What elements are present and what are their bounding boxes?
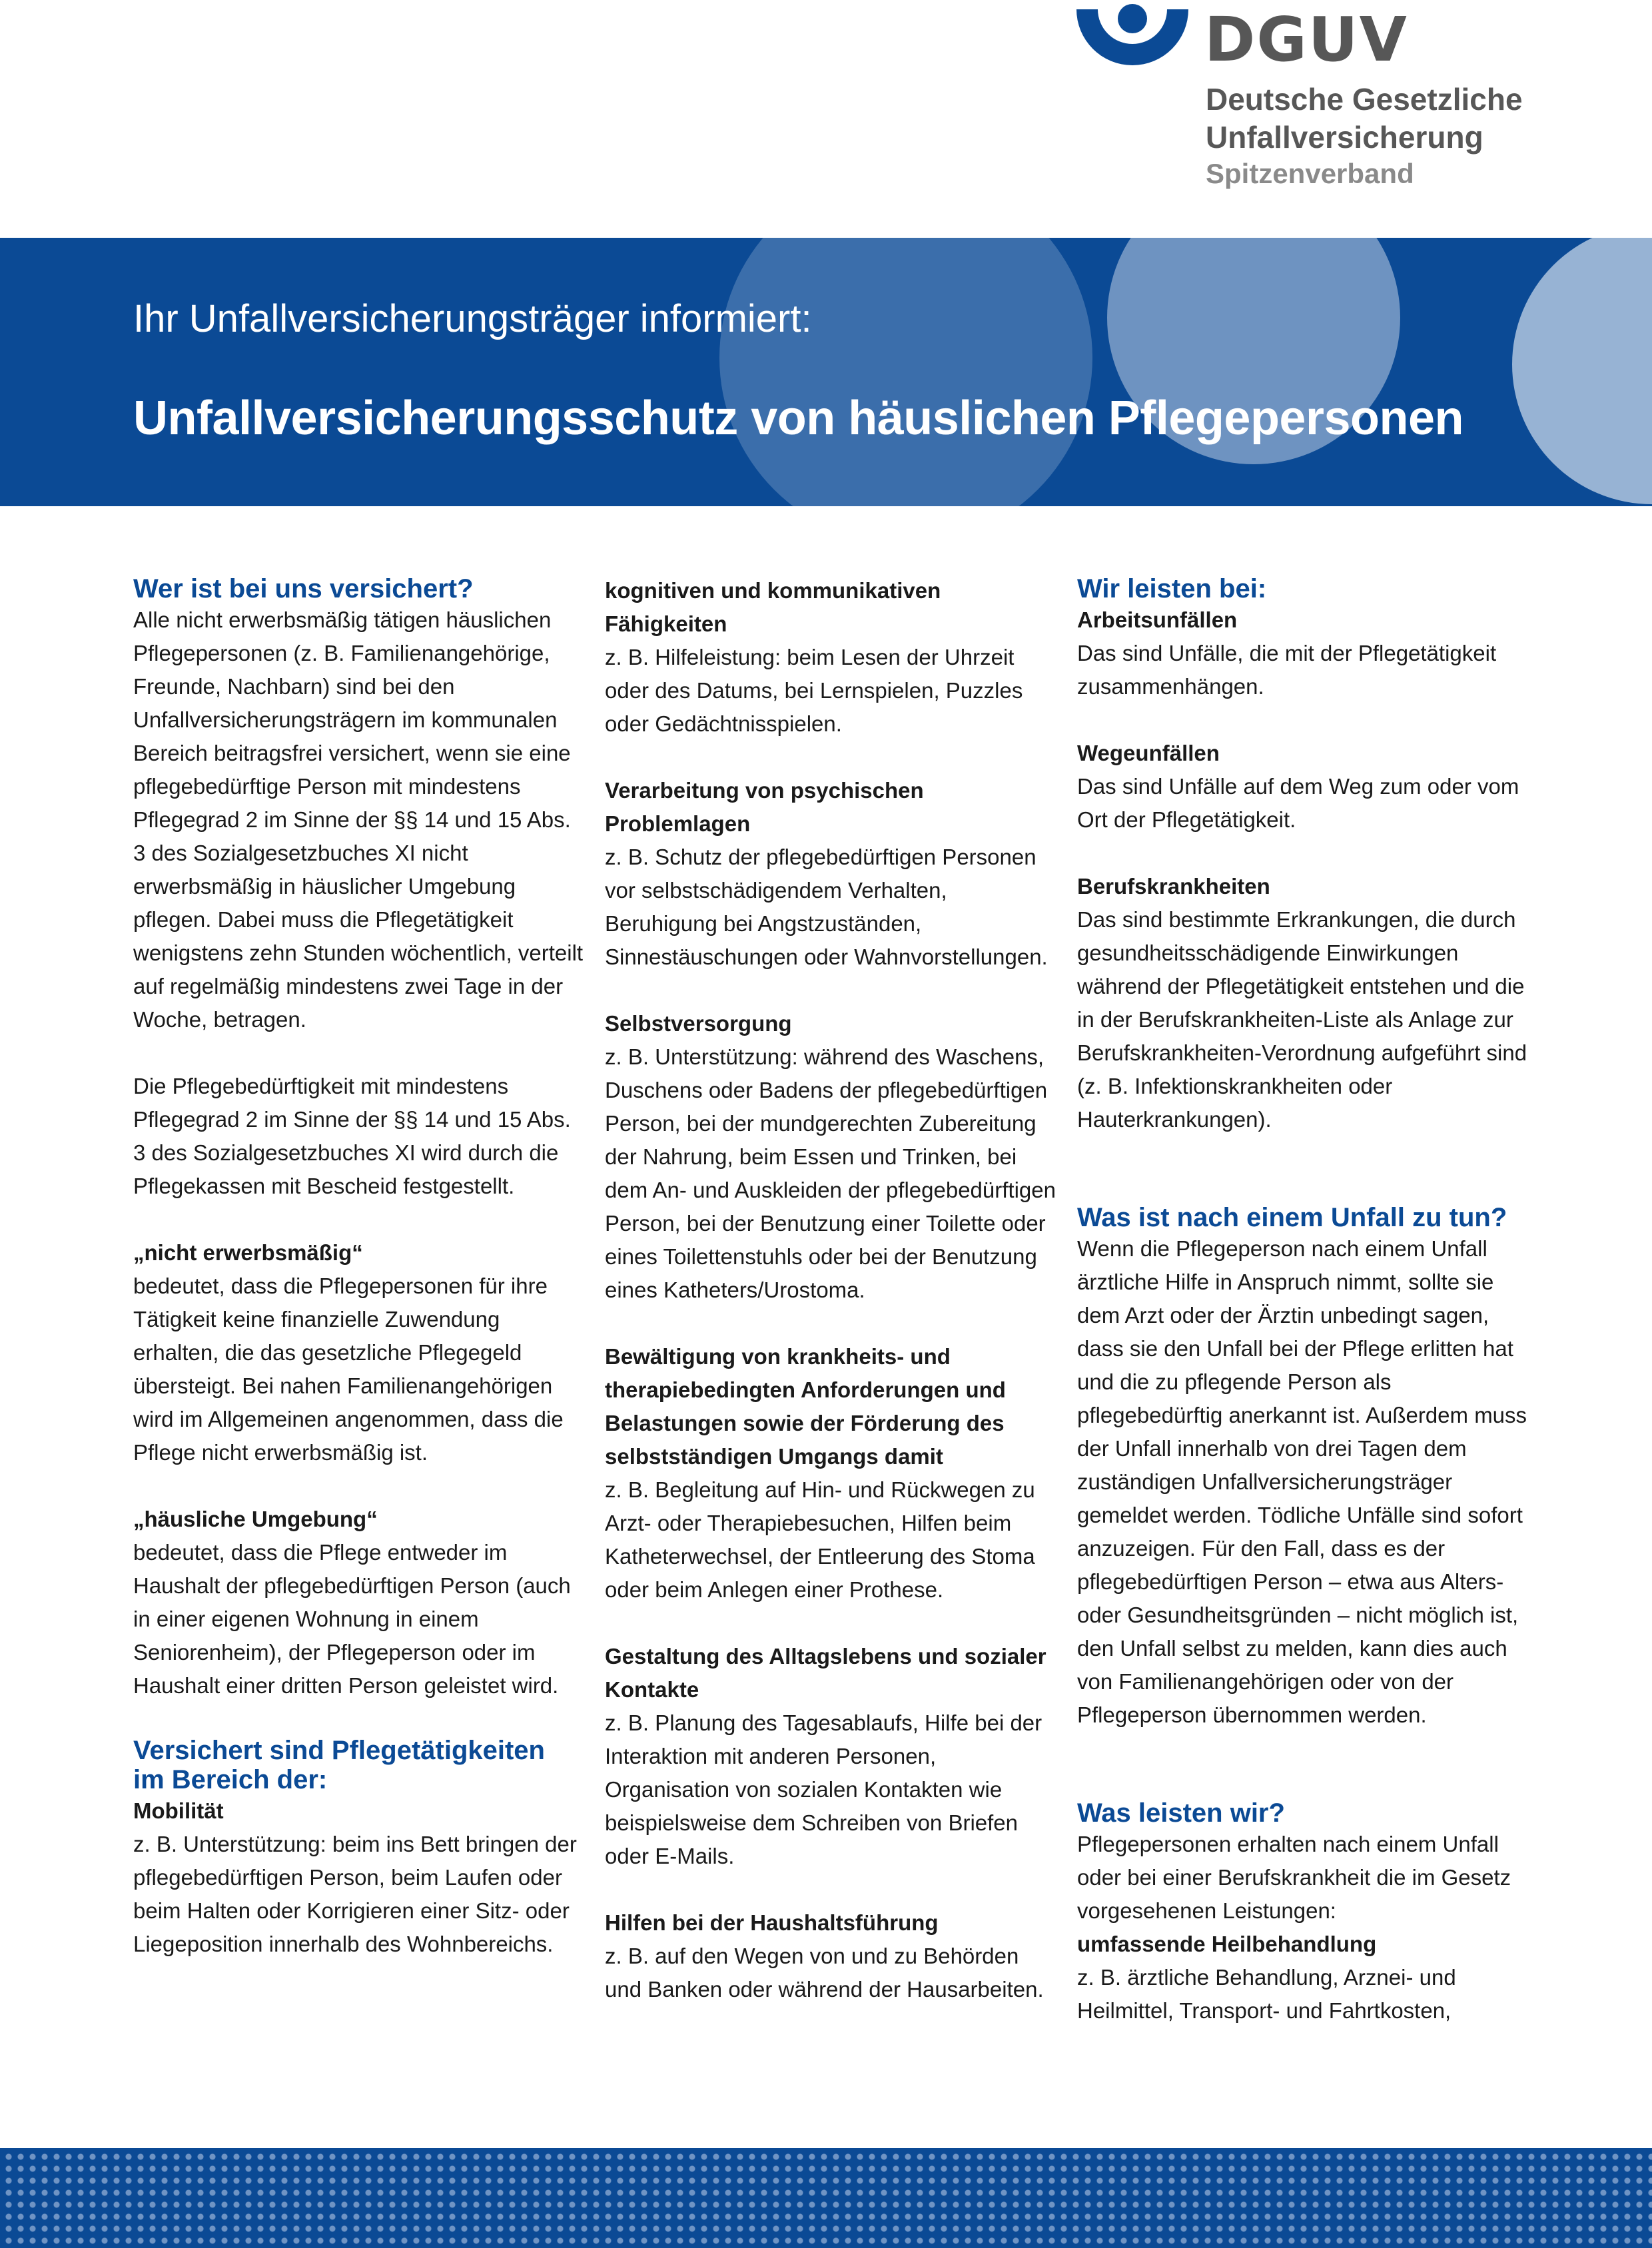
paragraph-wer-ist-versichert: Alle nicht erwerbsmäßig tätigen häuslichen Pflegepersonen (z. B. Familienangehörige, Freunde, Nachbarn) sind bei den Unfallversicherungsträgern im kommunalen Bereich beitragsfrei versichert, wenn sie eine pflegebedürftige Person mit mindestens Pflegegrad 2 im Sinne der §§ 14 und 15 Abs. 3 des Sozialgesetzbuches XI nicht erwerbsmäßig in häuslicher Umgebung pflegen. Dabei muss die Pflegetätigkeit wenigstens zehn Stunden wöchentlich, verteilt auf regelmäßig mindestens zwei Tage in der Woche, betragen. [133,607,584,1032]
dotted-footer-band [0,2148,1652,2248]
heading-wer-ist-versichert: Wer ist bei uns versichert? [133,574,474,603]
paragraph-nach-unfall: Wenn die Pflegeperson nach einem Unfall ärztliche Hilfe in Anspruch nimmt, sollte sie dem Arzt oder der Ärztin unbedingt sagen, dass sie den Unfall bei der Pflege erlitten hat und die zu pflegende Person als pflegebedürftig anerkannt ist. Außerdem muss der Unfall innerhalb von drei Tagen dem zuständigen Unfallversicherungsträger gemeldet werden. Tödliche Unfälle sind sofort anzuzeigen. Für den Fall, dass es der pflegebedürftigen Person – etwa aus Alters- oder Gesundheitsgründen – nicht möglich ist, den Unfall selbst zu melden, kann dies auch von Familienangehörigen oder von der Pflegeperson übernommen werden. [1077,1236,1527,1727]
paragraph-heilbehandlung: z. B. ärztliche Behandlung, Arznei- und Heilmittel, Transport- und Fahrtkosten, [1077,1965,1456,2023]
paragraph-bewaeltigung: z. B. Begleitung auf Hin- und Rückwegen zu Arzt- oder Therapiebesuchen, Hilfen beim Katheterwechsel, der Entleerung des Stoma oder beim Anlegen einer Prothese. [605,1477,1035,1602]
paragraph-haeusliche-umgebung: bedeutet, dass die Pflege entweder im Haushalt der pflegebedürftigen Person (auch in einer eigenen Wohnung in einem Seniorenheim), der Pflegeperson oder im Haushalt einer dritten Person geleistet wird. [133,1540,571,1698]
paragraph-arbeitsunfaelle: Das sind Unfälle, die mit der Pflegetätigkeit zusammenhängen. [1077,641,1497,699]
paragraph-berufskrankheiten: Das sind bestimmte Erkrankungen, die durch gesundheitsschädigende Einwirkungen während der Pflegetätigkeit entstehen und die in der Berufskrankheiten-Liste als Anlage zur Berufskrankheiten-Verordnung aufgeführt sind (z. B. Infektionskrankheiten oder Hauterkrankungen). [1077,907,1527,1132]
paragraph-was-leisten-wir: Pflegepersonen erhalten nach einem Unfall oder bei einer Berufskrankheit die im Gesetz vorgesehenen Leistungen: [1077,1832,1511,1923]
banner-circle-1 [719,238,1092,506]
paragraph-psychische-problemlagen: z. B. Schutz der pflegebedürftigen Personen vor selbstschädigendem Verhalten, Beruhigung bei Angstzuständen, Sinnestäuschungen oder Wahnvorstellungen. [605,845,1048,969]
paragraph-selbstversorgung: z. B. Unterstützung: während des Waschens, Duschens oder Badens der pflegebedürftigen Person, bei der mundgerechten Zubereitung der Nahrung, beim Essen und Trinken, bei dem An- und Auskleiden der pflegebedürftigen Person, bei der Benutzung einer Toilette oder eines Toilettenstuhls oder bei der Benutzung eines Katheters/Urostoma. [605,1044,1056,1302]
heading-kognitive-faehigkeiten: kognitiven und kommunikativen Fähigkeiten [605,578,941,636]
column-2 [605,574,1058,2006]
dguv-logo-icon [1074,0,1191,87]
heading-nicht-erwerbsmaessig: „nicht erwerbsmäßig“ [133,1240,363,1265]
heading-haushaltsfuehrung: Hilfen bei der Haushaltsführung [605,1910,939,1935]
paragraph-mobilitaet: z. B. Unterstützung: beim ins Bett bringen der pflegebedürftigen Person, beim Laufen oder beim Halten oder Korrigieren einer Sitz- oder Liegeposition innerhalb des Wohnbereichs. [133,1832,577,1956]
paragraph-pflegebeduerftigkeit: Die Pflegebedürftigkeit mit mindestens Pflegegrad 2 im Sinne der §§ 14 und 15 Abs. 3 des Sozialgesetzbuches XI wird durch die Pflegekassen mit Bescheid festgestellt. [133,1074,571,1198]
paragraph-haushaltsfuehrung: z. B. auf den Wegen von und zu Behörden und Banken oder während der Hausarbeiten. [605,1944,1044,2002]
heading-versichert-sind-line-2: im Bereich der: [133,1765,328,1794]
heading-psychische-problemlagen: Verarbeitung von psychischen Problemlagen [605,778,924,836]
banner-subtitle: Ihr Unfallversicherungsträger informiert: [133,297,812,340]
column-3 [1077,574,1530,2028]
heading-haeusliche-umgebung: „häusliche Umgebung“ [133,1507,378,1531]
heading-was-leisten-wir: Was leisten wir? [1077,1798,1285,1828]
heading-wir-leisten-bei: Wir leisten bei: [1077,574,1267,603]
logo-abbreviation: DGUV [1204,4,1408,75]
heading-heilbehandlung: umfassende Heilbehandlung [1077,1932,1377,1956]
dguv-logo [1074,0,1540,200]
heading-alltagsleben: Gestaltung des Alltagslebens und sozialer Kontakte [605,1644,1046,1702]
heading-berufskrankheiten: Berufskrankheiten [1077,874,1270,899]
heading-mobilitaet: Mobilität [133,1798,224,1823]
paragraph-wegeunfaelle: Das sind Unfälle auf dem Weg zum oder vom Ort der Pflegetätigkeit. [1077,774,1519,832]
column-1 [133,574,586,1961]
heading-arbeitsunfaelle: Arbeitsunfällen [1077,607,1238,632]
heading-selbstversorgung: Selbstversorgung [605,1011,792,1036]
paragraph-nicht-erwerbsmaessig: bedeutet, dass die Pflegepersonen für ihre Tätigkeit keine finanzielle Zuwendung erhalten, die das gesetzliche Pflegegeld übersteigt. Bei nahen Familienangehörigen wird im Allgemeinen angenommen, dass die Pflege nicht erwerbsmäßig ist. [133,1274,564,1465]
header-banner [0,238,1652,506]
page-title: Unfallversicherungsschutz von häuslichen Pflegepersonen [133,392,1464,445]
heading-nach-unfall: Was ist nach einem Unfall zu tun? [1077,1203,1507,1232]
heading-bewaeltigung: Bewältigung von krankheits- und therapiebedingten Anforderungen und Belastungen sowie der Förderung des selbstständigen Umgangs damit [605,1344,1006,1469]
logo-line-1: Deutsche Gesetzliche [1206,82,1523,117]
paragraph-alltagsleben: z. B. Planung des Tagesablaufs, Hilfe bei der Interaktion mit anderen Personen, Organisation von sozialen Kontakten wie beispielsweise dem Schreiben von Briefen oder E-Mails. [605,1710,1042,1868]
heading-versichert-sind [133,1736,586,1794]
heading-versichert-sind-line-1: Versichert sind Pflegetätigkeiten [133,1736,545,1765]
banner-circle-3 [1512,238,1652,504]
logo-line-3: Spitzenverband [1206,158,1414,189]
logo-line-2: Unfallversicherung [1206,120,1483,155]
heading-wegeunfaelle: Wegeunfällen [1077,741,1220,765]
paragraph-kognitive-faehigkeiten: z. B. Hilfeleistung: beim Lesen der Uhrzeit oder des Datums, bei Lernspielen, Puzzles oder Gedächtnisspielen. [605,645,1023,736]
